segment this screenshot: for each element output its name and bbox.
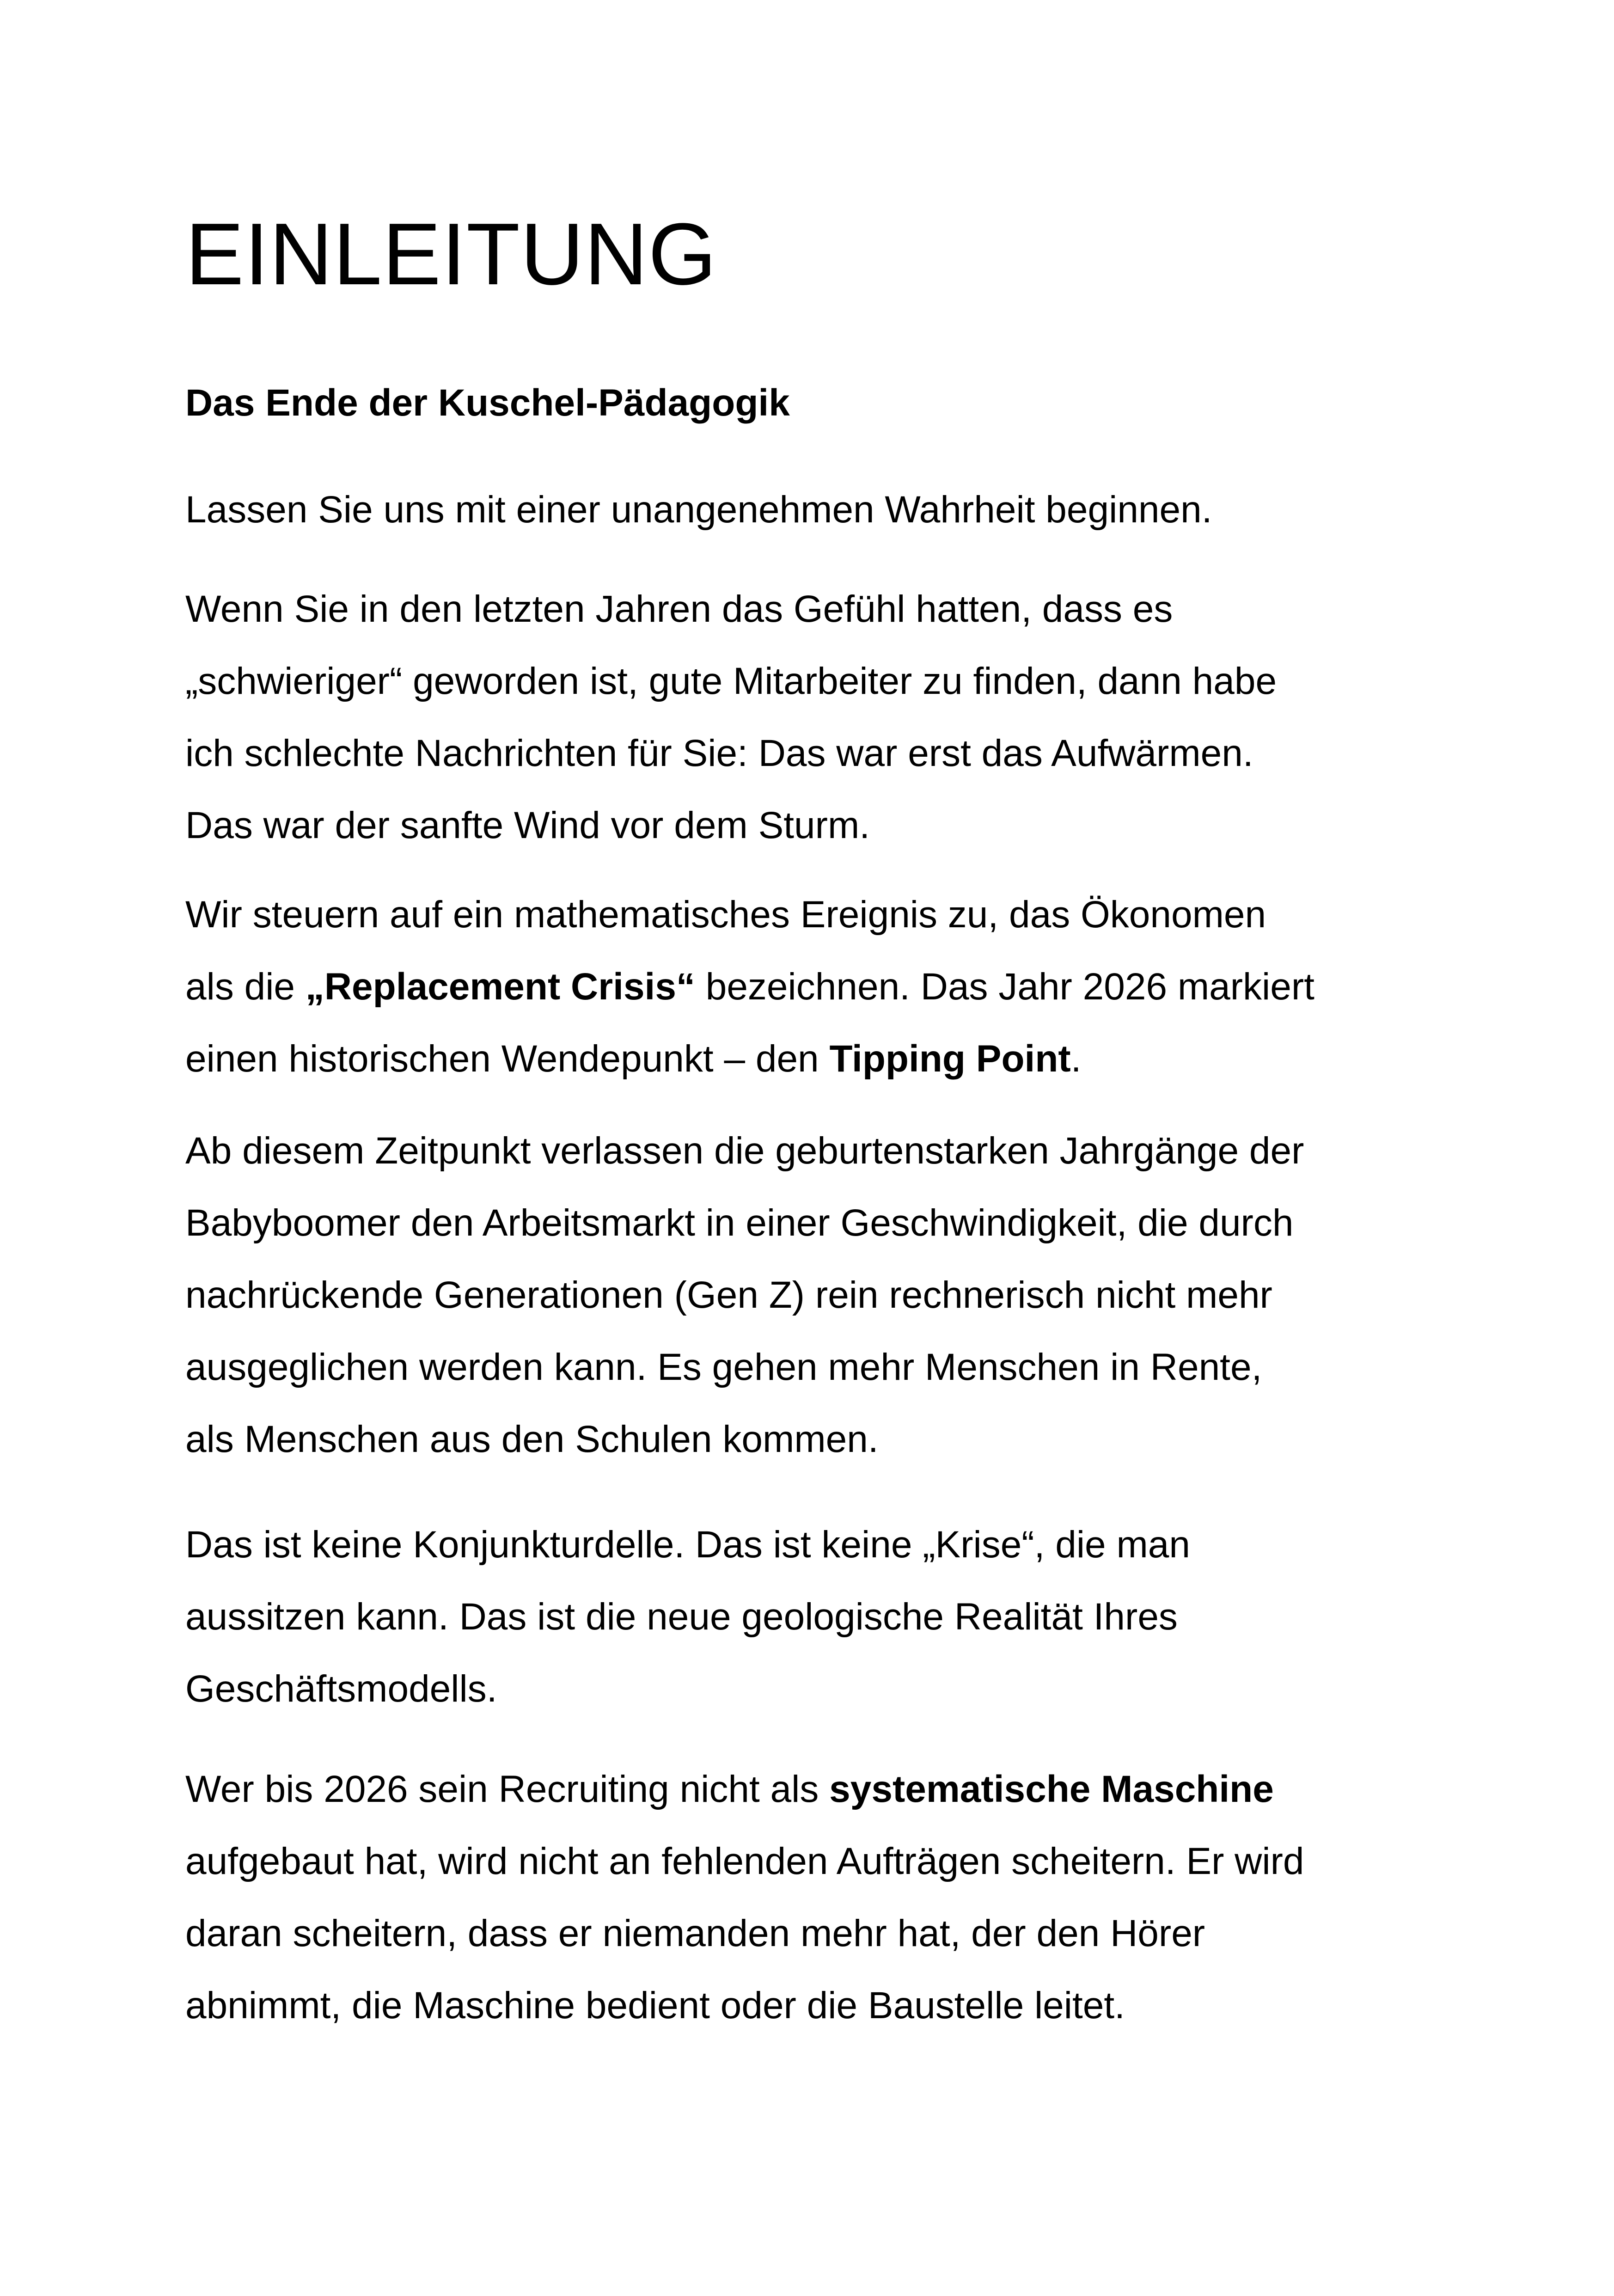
text-line: Babyboomer den Arbeitsmarkt in einer Geschwindigkeit, die durch — [185, 1202, 1294, 1244]
paragraph-recruiting-difficulty — [185, 573, 1277, 862]
text-line: „schwieriger“ geworden ist, gute Mitarbeiter zu finden, dann habe — [185, 660, 1277, 702]
text-line: Wenn Sie in den letzten Jahren das Gefühl hatten, dass es — [185, 588, 1173, 630]
emphasis-systematic-machine: systematische Maschine — [829, 1768, 1274, 1810]
section-subheading: Das Ende der Kuschel-Pädagogik — [185, 382, 790, 424]
text-line: Lassen Sie uns mit einer unangenehmen Wahrheit beginnen. — [185, 489, 1212, 531]
text-line: ausgeglichen werden kann. Es gehen mehr Menschen in Rente, — [185, 1346, 1262, 1388]
text-line: Das war der sanfte Wind vor dem Sturm. — [185, 804, 870, 846]
text-line — [185, 1023, 1314, 1095]
text-line: Wir steuern auf ein mathematisches Ereignis zu, das Ökonomen — [185, 894, 1266, 936]
text-line — [185, 951, 1314, 1023]
emphasis-replacement-crisis: „Replacement Crisis“ — [305, 966, 695, 1008]
paragraph-replacement-crisis — [185, 879, 1314, 1095]
text-line — [185, 1753, 1304, 1825]
text-line: aussitzen kann. Das ist die neue geologische Realität Ihres — [185, 1596, 1178, 1638]
text-line: aufgebaut hat, wird nicht an fehlenden Aufträgen scheitern. Er wird — [185, 1840, 1304, 1882]
text-segment: bezeichnen. Das Jahr 2026 markiert — [695, 966, 1314, 1008]
text-segment: einen historischen Wendepunkt – den — [185, 1038, 830, 1080]
emphasis-tipping-point: Tipping Point — [829, 1038, 1071, 1080]
text-line: Geschäftsmodells. — [185, 1668, 497, 1710]
text-line: daran scheitern, dass er niemanden mehr hat, der den Hörer — [185, 1912, 1205, 1954]
paragraph-intro — [185, 474, 1212, 546]
paragraph-systematic-machine — [185, 1753, 1304, 2042]
text-line: ich schlechte Nachrichten für Sie: Das war erst das Aufwärmen. — [185, 732, 1253, 774]
text-line: als Menschen aus den Schulen kommen. — [185, 1418, 879, 1460]
text-line: nachrückende Generationen (Gen Z) rein rechnerisch nicht mehr — [185, 1274, 1272, 1316]
text-line: abnimmt, die Maschine bedient oder die Baustelle leitet. — [185, 1984, 1125, 2027]
chapter-heading: EINLEITUNG — [185, 205, 717, 303]
text-line: Ab diesem Zeitpunkt verlassen die geburtenstarken Jahrgänge der — [185, 1130, 1304, 1172]
text-segment: . — [1070, 1038, 1082, 1080]
text-line: Das ist keine Konjunkturdelle. Das ist keine „Krise“, die man — [185, 1524, 1190, 1566]
text-segment: als die — [185, 966, 306, 1008]
text-segment: Wer bis 2026 sein Recruiting nicht als — [185, 1768, 830, 1810]
paragraph-babyboomer — [185, 1115, 1304, 1476]
paragraph-new-reality — [185, 1509, 1190, 1725]
